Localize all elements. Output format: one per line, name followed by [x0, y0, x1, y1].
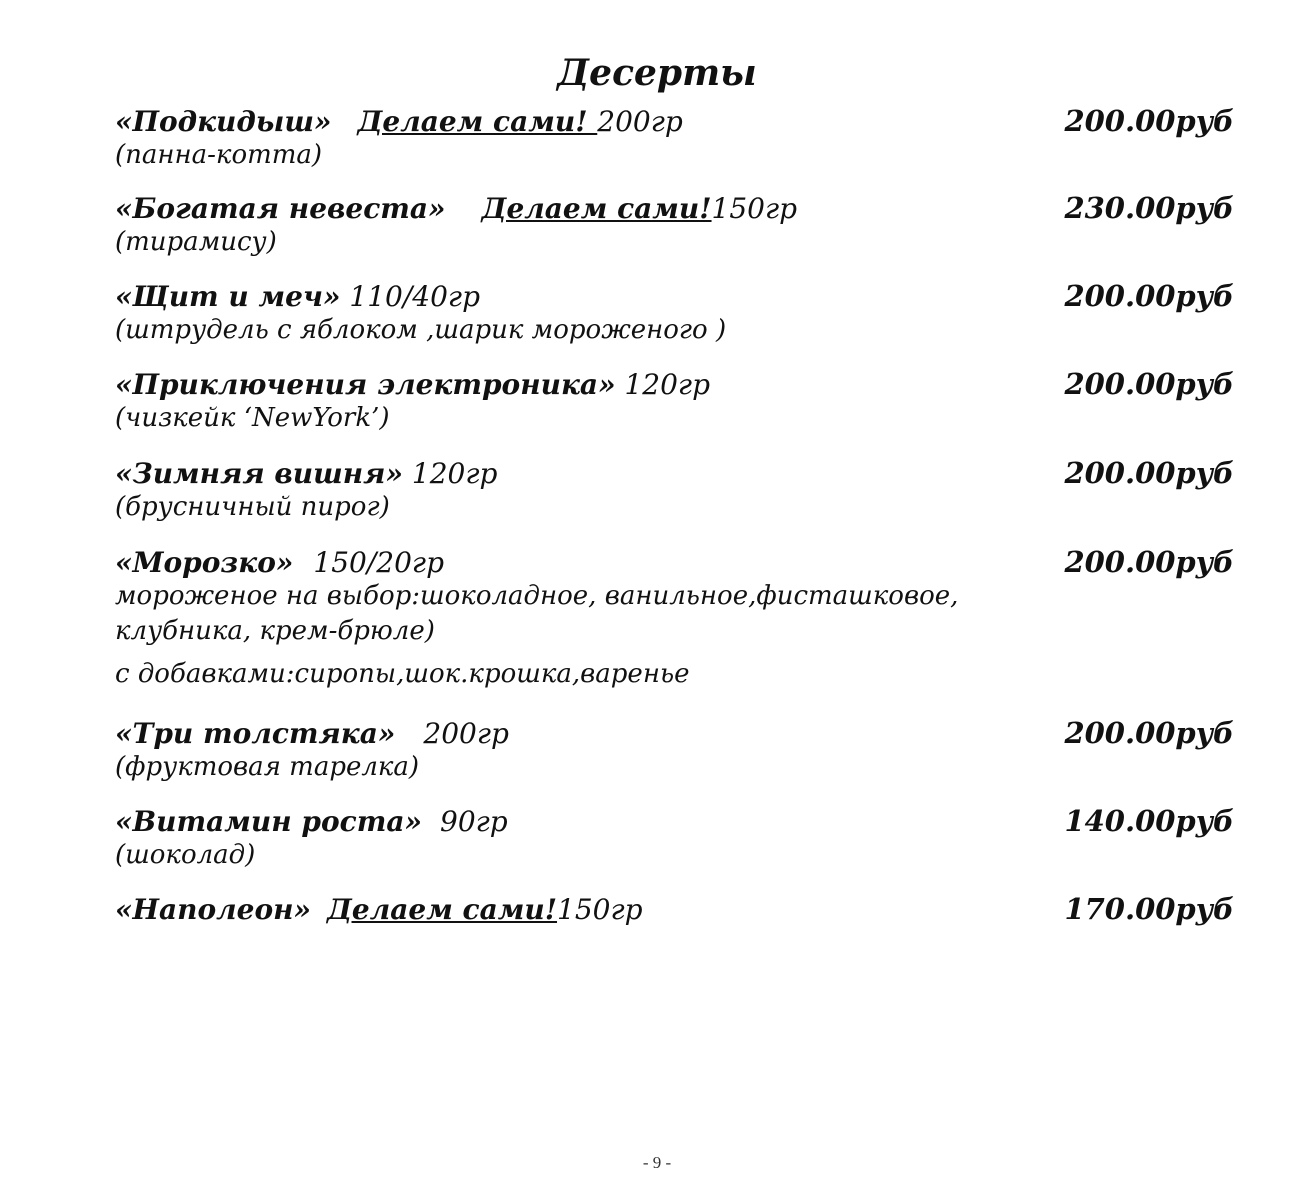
- dish-price: 140.00руб: [1064, 804, 1234, 838]
- dish-name: «Наполеон»: [115, 893, 312, 926]
- dish-name: «Приключения электроника»: [115, 368, 616, 401]
- menu-item-podkidysh: [115, 104, 1234, 173]
- dish-weight: 90гр: [440, 805, 508, 838]
- menu-item-priklyucheniya-elektronika: [115, 367, 1234, 436]
- dish-description: (чизкейк ‘NewYork’): [115, 403, 390, 433]
- menu-item-bogataya-nevesta: [115, 191, 1234, 260]
- dish-weight: 150гр: [711, 192, 798, 225]
- menu-item-shchit-i-mech: [115, 279, 1234, 348]
- dish-weight: 150гр: [557, 893, 643, 926]
- dish-name: «Подкидыш»: [115, 105, 332, 138]
- dish-price: 200.00руб: [1064, 104, 1234, 138]
- dish-weight: 150/20гр: [313, 546, 445, 579]
- dish-description: (брусничный пирог): [115, 492, 390, 522]
- dish-description: мороженое на выбор:шоколадное, ванильное,фисташковое,: [115, 581, 959, 611]
- dish-description: (фруктовая тарелка): [115, 752, 420, 782]
- dish-name: «Три толстяка»: [115, 717, 396, 750]
- dish-weight: 200гр: [423, 717, 509, 750]
- homemade-label: Делаем сами!: [481, 192, 712, 225]
- dish-description: (штрудель с яблоком ,шарик мороженого ): [115, 315, 727, 345]
- dish-weight: 120гр: [411, 457, 498, 490]
- dish-name: «Зимняя вишня»: [115, 457, 403, 490]
- dish-description: (тирамису): [115, 227, 277, 257]
- dish-description: (шоколад): [115, 840, 256, 870]
- menu-item-morozko: [115, 545, 1234, 692]
- dish-price: 170.00руб: [1064, 892, 1234, 926]
- dish-price: 200.00руб: [1064, 456, 1234, 490]
- dish-price: 230.00руб: [1064, 191, 1234, 225]
- dish-name: «Морозко»: [115, 546, 294, 579]
- dish-name: «Богатая невеста»: [115, 192, 446, 225]
- dish-price: 200.00руб: [1064, 716, 1234, 750]
- dish-price: 200.00руб: [1064, 367, 1234, 401]
- menu-item-napoleon: [115, 892, 1234, 926]
- homemade-label: Делаем сами!: [357, 105, 598, 138]
- menu-section-title: Десерты: [557, 52, 757, 94]
- dish-weight: 110/40гр: [349, 280, 480, 313]
- dish-description: (панна-котта): [115, 140, 323, 170]
- dish-weight: 120гр: [624, 368, 711, 401]
- homemade-label: Делаем сами!: [327, 893, 558, 926]
- menu-item-zimnyaya-vishnya: [115, 456, 1234, 525]
- dish-price: 200.00руб: [1064, 545, 1234, 579]
- page-number: - 9 -: [642, 1153, 672, 1172]
- dish-weight: 200гр: [597, 105, 683, 138]
- menu-item-vitamin-rosta: [115, 804, 1234, 873]
- dish-price: 200.00руб: [1064, 279, 1234, 313]
- menu-item-tri-tolstyaka: [115, 716, 1234, 785]
- dish-description: с добавками:сиропы,шок.крошка,варенье: [115, 659, 690, 690]
- dish-name: «Витамин роста»: [115, 805, 423, 838]
- dish-description: клубника, крем-брюле): [115, 616, 435, 647]
- dish-name: «Щит и меч»: [115, 280, 341, 313]
